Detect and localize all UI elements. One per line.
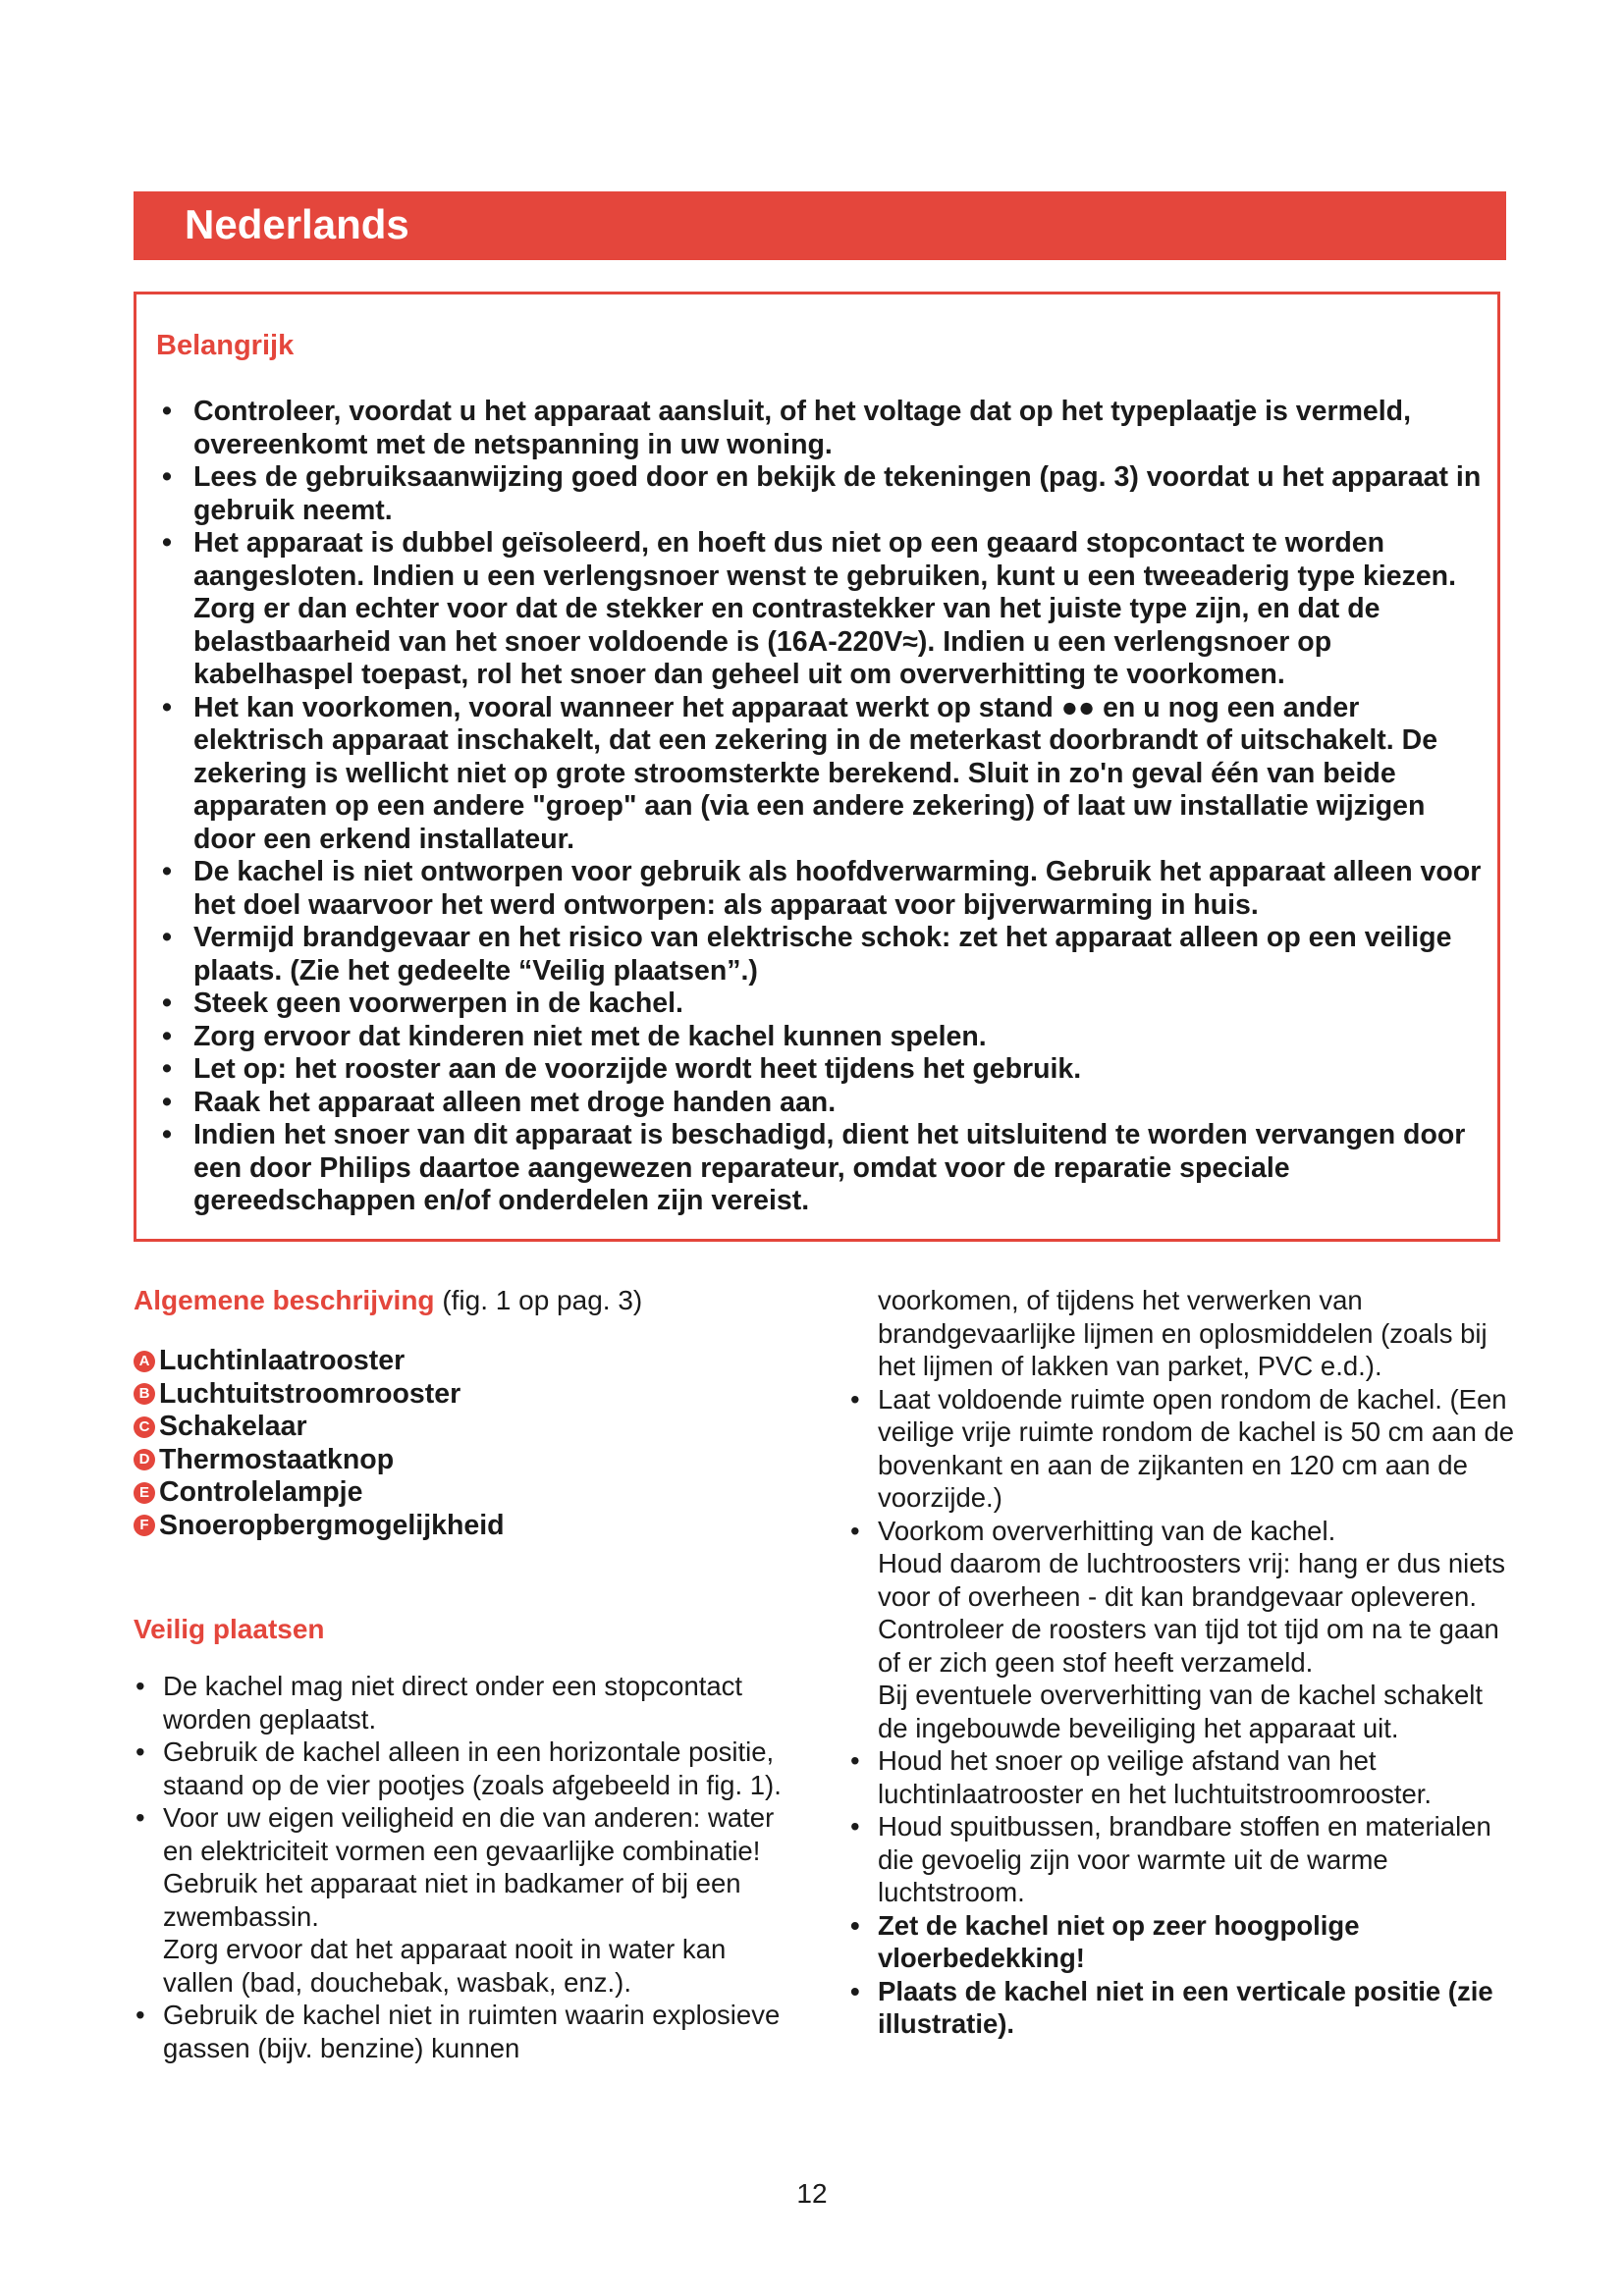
important-item: • De kachel is niet ontworpen voor gebruik als hoofdverwarming. Gebruik het apparaat alleen voor het doel waarvoor het werd ontworpen: als apparaat voor bijverwarming in huis. (158, 856, 1493, 922)
description-header (134, 1284, 801, 1317)
placement-item (848, 1744, 1516, 1810)
letter-badge-icon: A (134, 1351, 155, 1372)
important-item: • Lees de gebruiksaanwijzing goed door en bekijk de tekeningen (pag. 3) voordat u het apparaat in gebruik neemt. (158, 461, 1493, 527)
part-item (134, 1444, 801, 1477)
part-label: Controlelampje (159, 1476, 363, 1508)
placement-extra: Houd daarom de luchtroosters vrij: hang er dus niets voor of overheen - dit kan brandgevaar opleveren. (878, 1548, 1505, 1612)
part-item (134, 1476, 801, 1510)
important-item: • Indien het snoer van dit apparaat is beschadigd, dient het uitsluitend te worden vervangen door een door Philips daartoe aangewezen reparateur, omdat voor de reparatie speciale gereedschappen en/of onderdelen zijn vereist. (158, 1119, 1493, 1218)
placement-list-left (134, 1670, 801, 2064)
letter-badge-icon: E (134, 1482, 155, 1504)
letter-badge-icon: C (134, 1416, 155, 1438)
right-column (848, 1284, 1516, 2041)
part-item (134, 1345, 801, 1378)
placement-item (134, 1735, 801, 1801)
placement-text: Gebruik de kachel alleen in een horizontale positie, staand op de vier pootjes (zoals afgebeeld in fig. 1). (163, 1736, 782, 1800)
placement-text: Houd het snoer op veilige afstand van het luchtinlaatrooster en het luchtuitstroomrooster. (878, 1745, 1433, 1809)
placement-continuation: voorkomen, of tijdens het verwerken van brandgevaarlijke lijmen en oplosmiddelen (zoals bij het lijmen of lakken van parket, PVC e.d.). (878, 1285, 1488, 1381)
page-number: 12 (796, 2178, 828, 2209)
part-item (134, 1510, 801, 1543)
important-list (158, 396, 1493, 1218)
placement-extra: Gebruik het apparaat niet in badkamer of bij een zwembassin. (163, 1868, 741, 1932)
important-item: • Het apparaat is dubbel geïsoleerd, en hoeft dus niet op een geaard stopcontact te worden aangesloten. Indien u een verlengsnoer wenst te gebruiken, kunt u een tweeaderig type kiezen. Zorg er dan echter voor dat de stekker en contrastekker van het juiste type zijn, en dat de belastbaarheid van het snoer voldoende is (16A-220V≈). Indien u een verlengsnoer op kabelhaspel toepast, rol het snoer dan geheel uit om oververhitting te voorkomen. (158, 527, 1493, 692)
parts-list (134, 1345, 801, 1542)
placement-text: De kachel mag niet direct onder een stopcontact worden geplaatst. (163, 1671, 743, 1735)
part-label: Luchtinlaatrooster (159, 1345, 406, 1376)
placement-list-right (848, 1284, 1516, 2041)
placement-extra: Bij eventuele oververhitting van de kachel schakelt de ingebouwde beveiliging het apparaat uit. (878, 1680, 1484, 1743)
placement-item (848, 1515, 1516, 1745)
part-item (134, 1411, 801, 1444)
placement-text: Gebruik de kachel niet in ruimten waarin explosieve gassen (bijv. benzine) kunnen (163, 2000, 781, 2063)
important-item: • Steek geen voorwerpen in de kachel. (158, 988, 1493, 1021)
important-item: • Zorg ervoor dat kinderen niet met de kachel kunnen spelen. (158, 1021, 1493, 1054)
placement-item (134, 1801, 801, 1999)
important-item: • Vermijd brandgevaar en het risico van elektrische schok: zet het apparaat alleen op een veilige plaats. (Zie het gedeelte “Veilig plaatsen”.) (158, 922, 1493, 988)
language-title: Nederlands (185, 201, 409, 247)
important-item: • Raak het apparaat alleen met droge handen aan. (158, 1087, 1493, 1120)
placement-extra: Controleer de roosters van tijd tot tijd om na te gaan of er zich geen stof heeft verzameld. (878, 1614, 1499, 1678)
description-reference: (fig. 1 op pag. 3) (442, 1285, 643, 1315)
part-label: Thermostaatknop (159, 1443, 395, 1475)
placement-item (134, 1999, 801, 2064)
important-item: • Het kan voorkomen, vooral wanneer het apparaat werkt op stand ●● en u nog een ander elektrisch apparaat inschakelt, dat een zekering in de meterkast doorbrandt of uitschakelt. De zekering is wellicht niet op grote stroomsterkte berekend. Sluit in zo'n geval één van beide apparaten op een andere "groep" aan (via een andere zekering) of laat uw installatie wijzigen door een erkend installateur. (158, 692, 1493, 857)
letter-badge-icon: F (134, 1515, 155, 1536)
part-item (134, 1378, 801, 1412)
placement-extra: Zorg ervoor dat het apparaat nooit in water kan vallen (bad, douchebak, wasbak, enz.). (163, 1934, 727, 1998)
placement-warning: • Plaats de kachel niet in een verticale positie (zie illustratie). (848, 1975, 1516, 2041)
left-column (134, 1284, 801, 2064)
language-banner (134, 191, 1506, 260)
part-label: Schakelaar (159, 1411, 307, 1442)
placement-text: Laat voldoende ruimte open rondom de kachel. (Een veilige vrije ruimte rondom de kachel is 50 cm aan de bovenkant en aan de zijkanten en 120 cm aan de voorzijde.) (878, 1383, 1515, 1513)
important-item: • Let op: het rooster aan de voorzijde wordt heet tijdens het gebruik. (158, 1053, 1493, 1087)
placement-item (848, 1383, 1516, 1515)
part-label: Luchtuitstroomrooster (159, 1377, 461, 1410)
placement-heading: Veilig plaatsen (134, 1614, 325, 1644)
letter-badge-icon: B (134, 1383, 155, 1405)
placement-item (134, 1670, 801, 1735)
important-item: • Controleer, voordat u het apparaat aansluit, of het voltage dat op het typeplaatje is vermeld, overeenkomt met de netspanning in uw woning. (158, 396, 1493, 461)
placement-item (848, 1810, 1516, 1909)
placement-text: Voorkom oververhitting van de kachel. (878, 1515, 1336, 1546)
placement-text: Voor uw eigen veiligheid en die van anderen: water en elektriciteit vormen een gevaarlijke combinatie! (163, 1802, 775, 1866)
placement-warning: • Zet de kachel niet op zeer hoogpolige vloerbedekking! (848, 1909, 1516, 1975)
part-label: Snoeropbergmogelijkheid (159, 1509, 505, 1541)
important-heading: Belangrijk (156, 330, 295, 361)
letter-badge-icon: D (134, 1449, 155, 1470)
placement-text: Houd spuitbussen, brandbare stoffen en materialen die gevoelig zijn voor warmte uit de warme luchtstroom. (878, 1811, 1491, 1907)
important-box (134, 292, 1500, 1242)
description-heading: Algemene beschrijving (134, 1285, 435, 1315)
